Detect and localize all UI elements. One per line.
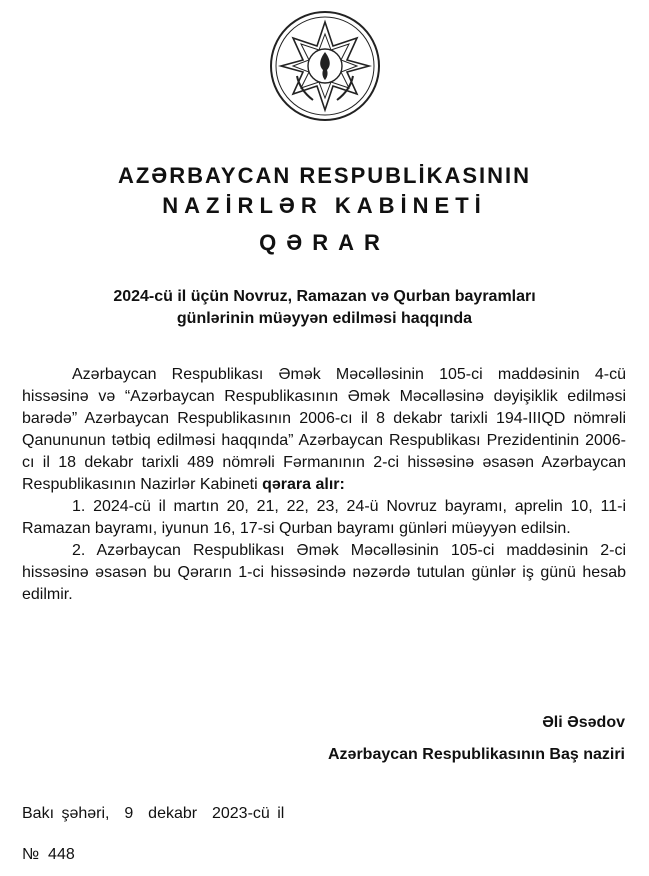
decision-phrase: qərara alır:: [262, 476, 345, 493]
subject-line-2: günlərinin müəyyən edilməsi haqqında: [176, 310, 473, 327]
item-1-paragraph: 1. 2024-cü il martın 20, 21, 22, 23, 24-ü Novruz bayramı, aprelin 10, 11-i Ramazan bayramı, iyunun 16, 17-si Qurban bayramı günləri müəyyən edilsin.: [22, 498, 626, 537]
decision-body: [22, 364, 626, 606]
preamble-text: Azərbaycan Respublikası Əmək Məcəlləsinin 105-ci maddəsinin 4-cü hissəsinə və “Azərbaycan Respublikasının Əmək Məcəlləsinə dəyişiklik edilməsi barədə” Azərbaycan Respublikasının 2006-cı il 8 dekabr tarixli 194-IIIQD nömrəli Qanununun tətbiq edilməsi haqqında” Azərbaycan Respublikası Prezidentinin 2006-cı il 18 dekabr tarixli 489 nömrəli Fərmanının 2-ci hissəsinə əsasən Azərbaycan Respublikasının Nazirlər Kabineti: [22, 366, 626, 493]
place-and-date: Bakı şəhəri, 9 dekabr 2023-cü il: [22, 805, 285, 822]
header-decision: QƏRAR: [259, 230, 390, 255]
preamble-paragraph: [22, 364, 626, 496]
header-republic: AZƏRBAYCAN RESPUBLİKASININ: [117, 163, 532, 188]
header-cabinet: NAZİRLƏR KABİNETİ: [162, 193, 487, 218]
state-emblem-icon: [269, 10, 381, 122]
item-2-paragraph: 2. Azərbaycan Respublikası Əmək Məcəlləsinin 105-ci maddəsinin 2-ci hissəsinə əsasən bu Qərarın 1-ci hissəsində nəzərdə tutulan günlər iş günü hesab edilmir.: [22, 542, 626, 603]
decision-subject: [0, 286, 649, 330]
signatory-name: Əli Əsədov: [542, 714, 625, 731]
signatory-title: Azərbaycan Respublikasının Baş naziri: [328, 746, 625, 763]
document-number: № 448: [22, 846, 75, 863]
subject-line-1: 2024-cü il üçün Novruz, Ramazan və Qurban bayramları: [113, 288, 536, 305]
